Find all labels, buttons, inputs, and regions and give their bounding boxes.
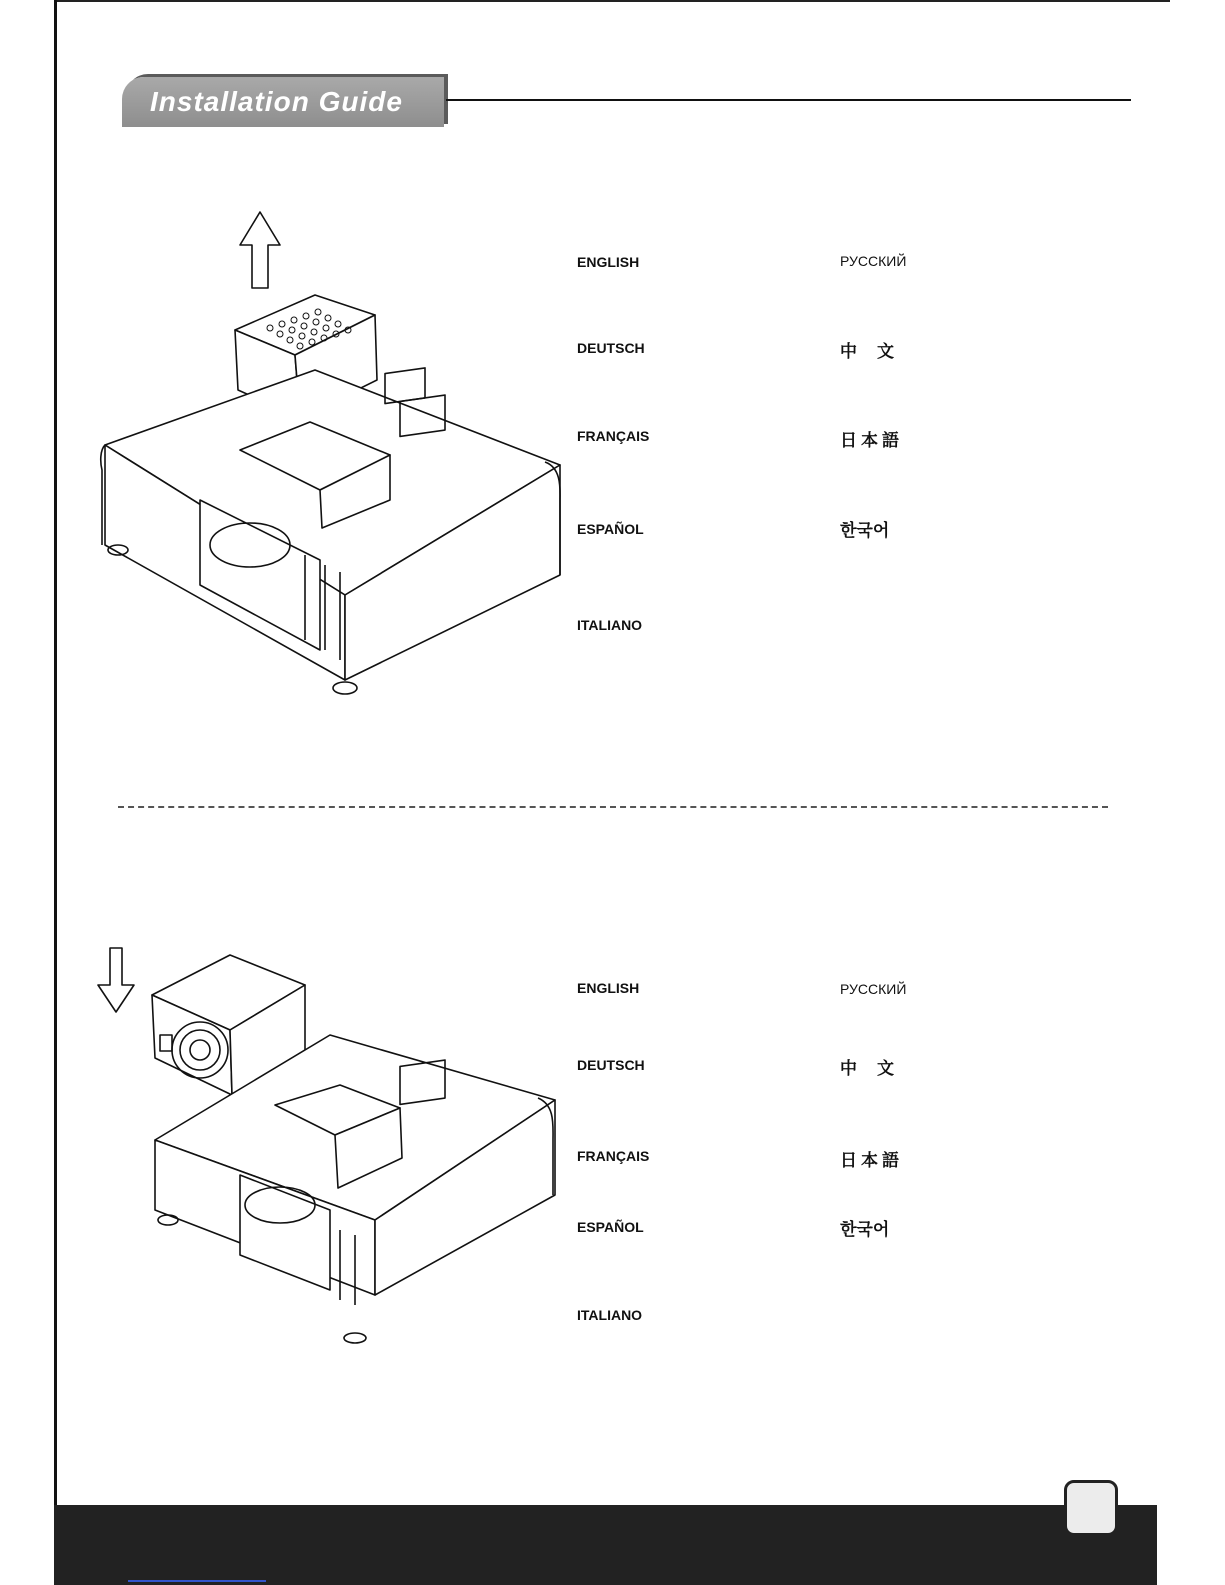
chassis-cage-removal-illustration <box>90 200 570 705</box>
header-rule <box>446 99 1131 101</box>
psu-install-illustration <box>90 940 570 1360</box>
lang-espanol: ESPAÑOL <box>577 1219 644 1235</box>
footer-bar <box>54 1505 1157 1585</box>
lang-francais: FRANÇAIS <box>577 1148 650 1164</box>
lang-korean: 한국어 <box>840 1220 890 1240</box>
lang-japanese: 日本語 <box>840 431 903 451</box>
lang-italiano: ITALIANO <box>577 1307 643 1323</box>
lang-russian: РУССКИЙ <box>840 981 907 997</box>
lang-japanese: 日本語 <box>840 1151 903 1171</box>
lang-korean: 한국어 <box>840 521 890 541</box>
lang-english: ENGLISH <box>577 980 640 996</box>
lang-russian: РУССКИЙ <box>840 253 907 269</box>
lang-italiano: ITALIANO <box>577 617 643 633</box>
lang-francais: FRANÇAIS <box>577 428 650 444</box>
up-arrow-icon <box>240 212 280 288</box>
lang-espanol: ESPAÑOL <box>577 521 644 537</box>
lang-deutsch: DEUTSCH <box>577 340 645 356</box>
section-divider <box>118 806 1108 808</box>
down-arrow-icon <box>98 948 134 1012</box>
lang-chinese: 中文 <box>840 1059 914 1079</box>
footer-link-underline[interactable] <box>128 1580 266 1582</box>
page-left-border <box>54 0 57 1525</box>
page-title: Installation Guide <box>150 86 403 117</box>
page-top-border <box>56 0 1170 2</box>
lang-english: ENGLISH <box>577 254 640 270</box>
lang-chinese: 中文 <box>840 342 914 362</box>
page-number-badge <box>1064 1480 1118 1536</box>
lang-deutsch: DEUTSCH <box>577 1057 645 1073</box>
